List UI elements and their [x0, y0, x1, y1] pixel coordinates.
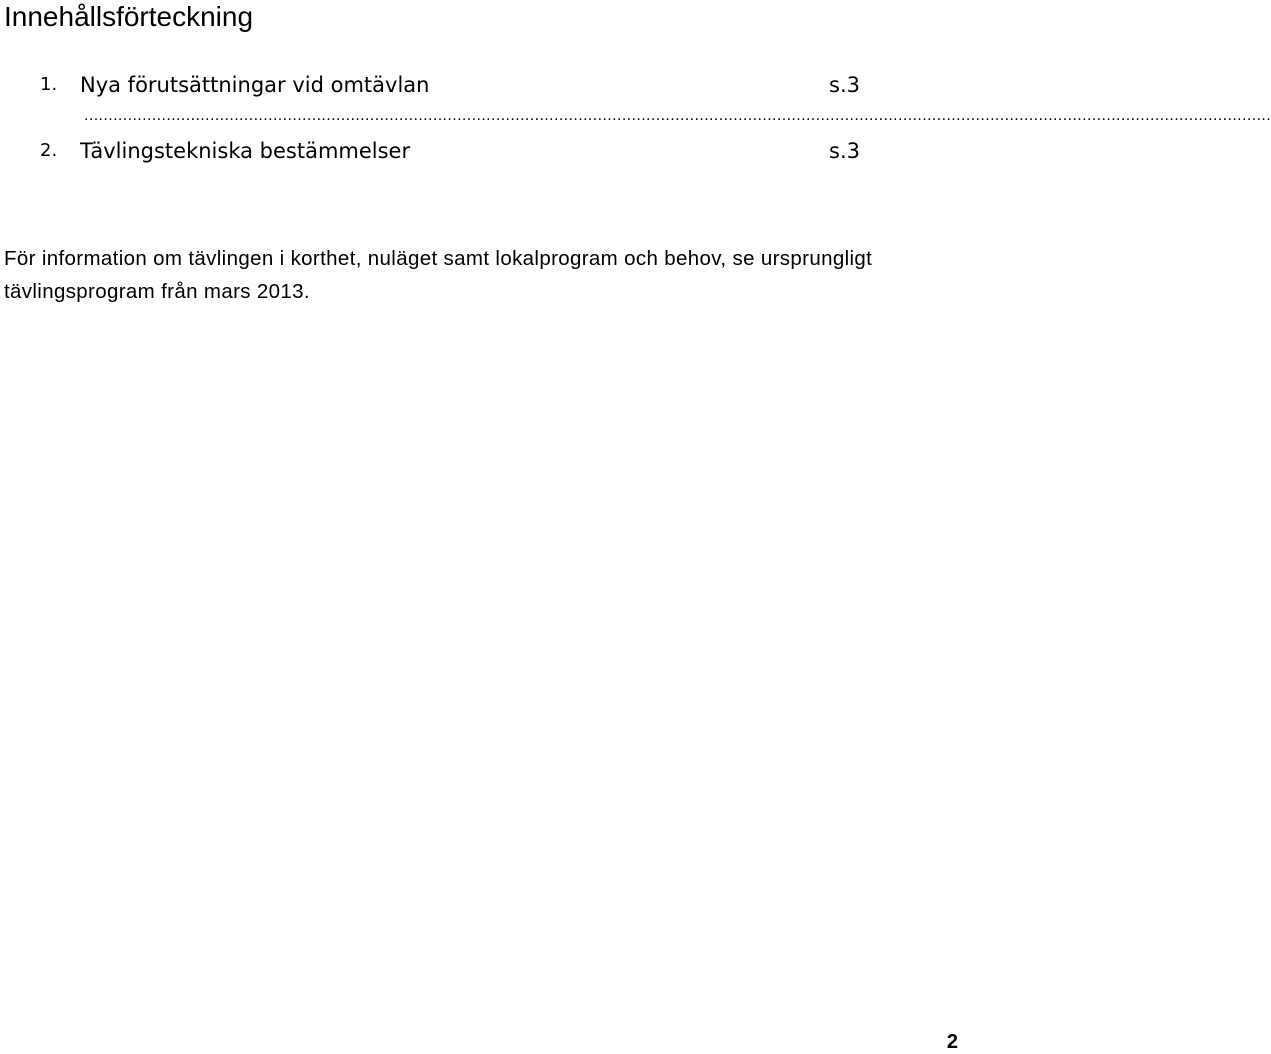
toc-heading: Innehållsförteckning	[4, 1, 254, 32]
toc-entry-1[interactable]	[40, 70, 860, 100]
toc-entry-page: s.3	[829, 139, 860, 163]
toc-entry-title: Nya förutsättningar vid omtävlan	[80, 73, 430, 97]
toc-entry-title: Tävlingstekniska bestämmelser	[80, 139, 411, 163]
toc-entry-page: s.3	[829, 73, 860, 97]
intro-paragraph: För information om tävlingen i korthet, nuläget samt lokalprogram och behov, se ursprungligt tävlingsprogram från mars 2013.	[4, 247, 873, 303]
toc-entry-2[interactable]	[40, 136, 860, 166]
page-number: 2	[946, 1031, 958, 1053]
toc-entry-number: 1.	[40, 74, 58, 95]
toc-entry-number: 2.	[40, 140, 58, 161]
toc-leader-dots: .....................................................................................................................................................................................................................................................	[84, 107, 1271, 124]
